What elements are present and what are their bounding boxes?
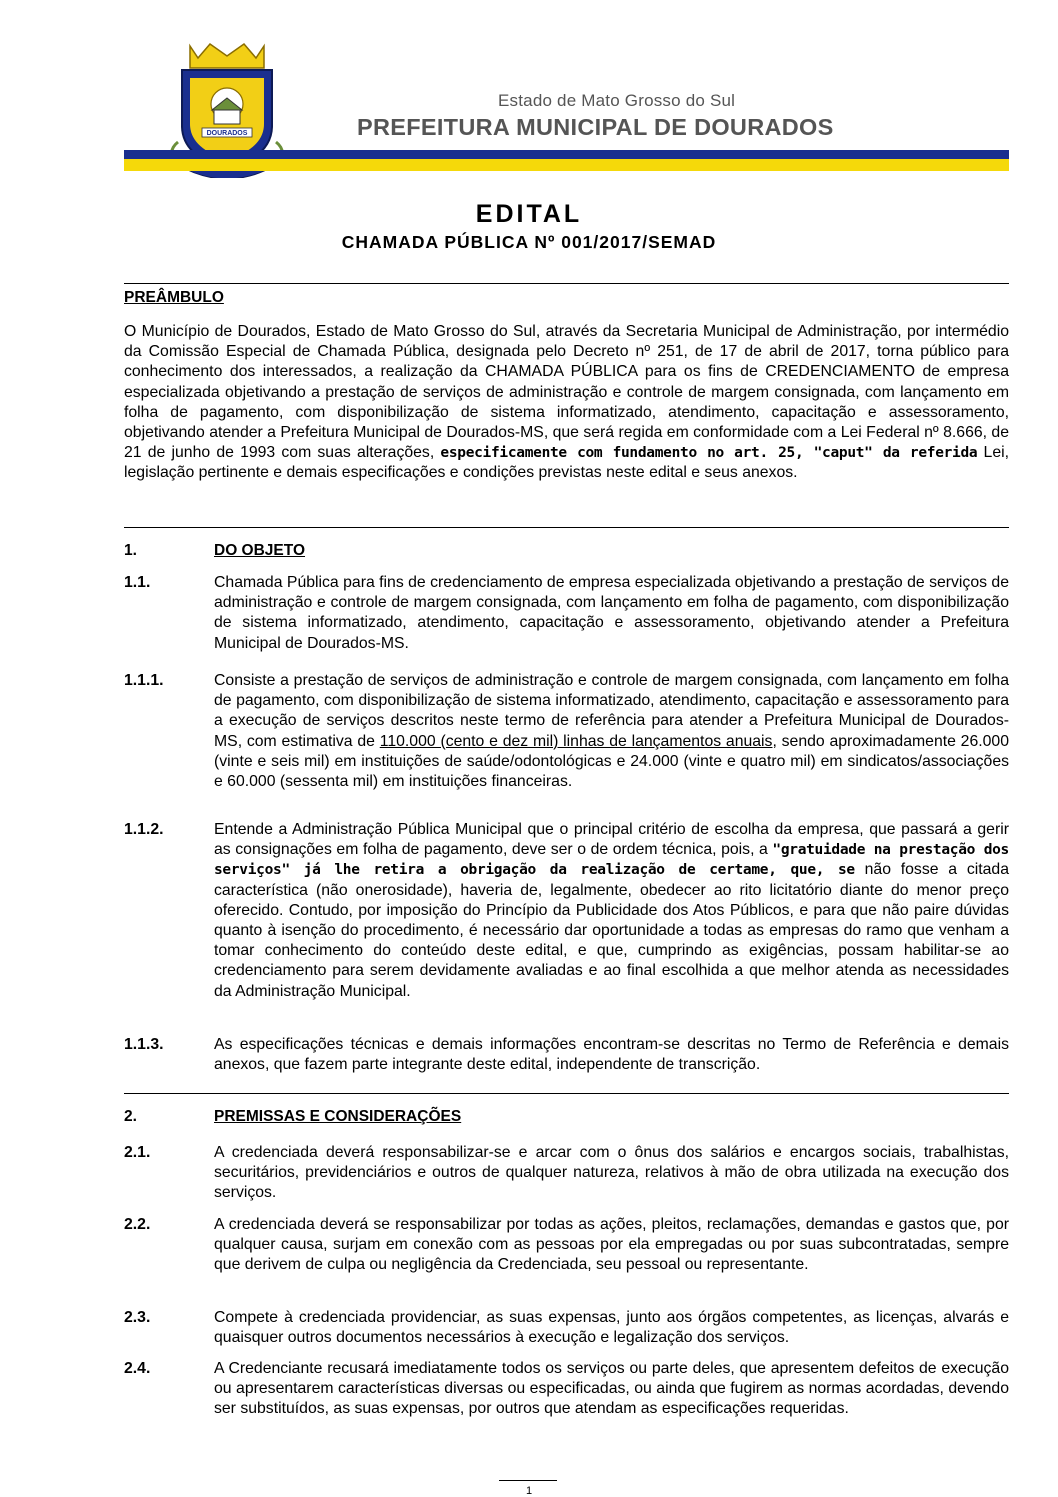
divider — [124, 527, 1009, 528]
header-state: Estado de Mato Grosso do Sul — [498, 91, 736, 110]
divider — [124, 283, 1009, 284]
section-2-heading — [124, 1108, 461, 1126]
document-title: EDITAL — [475, 200, 583, 228]
divider — [124, 1093, 1009, 1094]
clause-number: 2.2. — [124, 1216, 151, 1233]
section-number: 2. — [124, 1108, 137, 1125]
clause-number: 1.1. — [124, 574, 151, 591]
clause-text: A credenciada deverá se responsabilizar por todas as ações, pleitos, reclamações, demandas e gastos que, por qualquer causa, surjam em conexão com as pessoas por ela empregadas ou por suas subcontratadas, sempre que derivem de culpa ou negligência da Credenciada, seu pessoal ou representante. — [214, 1216, 1009, 1274]
clause-number: 2.4. — [124, 1360, 151, 1377]
header-city: PREFEITURA MUNICIPAL DE DOURADOS — [357, 114, 834, 140]
preamble-text-b: Lei, legislação pertinente e demais especificações e condições previstas neste edital e seus anexos. — [124, 444, 1010, 482]
clause-text: As especificações técnicas e demais informações encontram-se descritas no Termo de Referência e demais anexos, que fazem parte integrante deste edital, independente de transcrição. — [214, 1036, 1009, 1074]
document-subtitle: CHAMADA PÚBLICA Nº 001/2017/SEMAD — [341, 232, 717, 252]
clause-text-a: Consiste a prestação de serviços de administração e controle de margem consignada, com lançamento em folha de pagamento, com disponibilização de sistema informatizado, atendimento, capacitação e assessoramento para a execução de serviços descritos neste termo de referência para atender a Prefeitura Municipal de Dourados-MS, com estimativa de — [214, 672, 1009, 750]
clause-text: A Credenciante recusará imediatamente todos os serviços ou parte deles, que apresentem defeitos de execução ou apresentarem características diversas ou especificadas, ou ainda que fugirem as normas acordadas, devendo ser substituídos, as suas expensas, por outros que atendam as especificações requeridas. — [214, 1360, 1009, 1418]
clause-text: A credenciada deverá responsabilizar-se e arcar com o ônus dos salários e encargos sociais, trabalhistas, securitários, previdenciários e outros de qualquer natureza, relativos à mão de obra utilizada na execução dos serviços. — [214, 1144, 1009, 1202]
section-title: DO OBJETO — [214, 542, 306, 559]
clause-number: 2.3. — [124, 1309, 151, 1326]
section-title: PREMISSAS E CONSIDERAÇÕES — [214, 1108, 462, 1125]
page-number: 1 — [525, 1485, 533, 1497]
clause-text: Chamada Pública para fins de credenciamento de empresa especializada objetivando a prestação de serviços de administração e controle de margem consignada, com lançamento em folha de pagamento, com disponibilização de sistema informatizado, atendimento, capacitação e assessoramento, objetivando atender a Prefeitura Municipal de Dourados-MS. — [214, 574, 1009, 652]
crest-banner-text: DOURADOS — [206, 130, 248, 137]
preamble-heading: PREÂMBULO — [124, 289, 224, 306]
clause-text-underlined: 110.000 (cento e dez mil) linhas de lançamentos anuais — [379, 732, 773, 750]
clause-text-a: Entende a Administração Pública Municipal que o principal critério de escolha da empresa, que passará a gerir as consignações em folha de pagamento, deve ser o de ordem técnica, pois, a — [214, 821, 1009, 859]
header-bar-yellow — [124, 159, 1009, 171]
section-1-heading — [124, 542, 305, 560]
clause-text — [214, 820, 1009, 1002]
clause-text-b: , sendo aproximadamente 26.000 (vinte e seis mil) em instituições de saúde/odontológicas e 24.000 (vinte e quatro mil) em sindicatos/associações e 60.000 (sessenta mil) em instituições financeiras. — [214, 732, 1009, 791]
clause-number: 1.1.1. — [124, 672, 164, 689]
clause-text — [214, 671, 1009, 792]
clause-number: 1.1.2. — [124, 821, 164, 838]
section-number: 1. — [124, 542, 137, 559]
footer-line — [499, 1480, 557, 1481]
preamble-text — [124, 322, 1009, 484]
clause-text-emphasis: "gratuidade na prestação dos serviços" já lhe retira a obrigação da realização de certame, que, se — [214, 842, 1009, 879]
clause-text-b: não fosse a citada característica (não onerosidade), haveria de, legalmente, obedecer ao rito licitatório diante do menor preço oferecido. Contudo, por imposição do Princípio da Publicidade dos Atos Públicos, e para que não paire dúvidas quanto à isenção do procedimento, é necessário dar oportunidade a todas as empresas do ramo que venham a tomar conhecimento do conteúdo deste edital, e que, cumprindo as exigências, possam habilitar-se ao credenciamento para serem devidamente avaliadas e ao final escolhida a que melhor atenda as necessidades da Administração Municipal. — [214, 861, 1009, 1000]
preamble-text-a: O Município de Dourados, Estado de Mato Grosso do Sul, através da Secretaria Municipal de Administração, por intermédio da Comissão Especial de Chamada Pública, designada pelo Decreto nº 251, de 17 de abril de 2017, torna público para conhecimento dos interessados, a realização da CHAMADA PÚBLICA para os fins de CREDENCIAMENTO de empresa especializada objetivando a prestação de serviços de administração e controle de margem consignada, com lançamento em folha de pagamento, com disponibilização de sistema informatizado, atendimento, capacitação e assessoramento, objetivando atender a Prefeitura Municipal de Dourados-MS, que será regida em conformidade com a Lei Federal nº 8.666, de 21 de junho de 1993 com suas alterações, — [124, 323, 1009, 462]
preamble-text-emphasis: especificamente com fundamento no art. 25, "caput" da referida — [440, 445, 978, 462]
clause-text: Compete à credenciada providenciar, as suas expensas, junto aos órgãos competentes, as licenças, alvarás e quaisquer outros documentos necessários à execução e legalização dos serviços. — [214, 1309, 1009, 1347]
clause-number: 1.1.3. — [124, 1036, 164, 1053]
clause-number: 2.1. — [124, 1144, 151, 1161]
header-bar-blue — [124, 150, 1009, 159]
